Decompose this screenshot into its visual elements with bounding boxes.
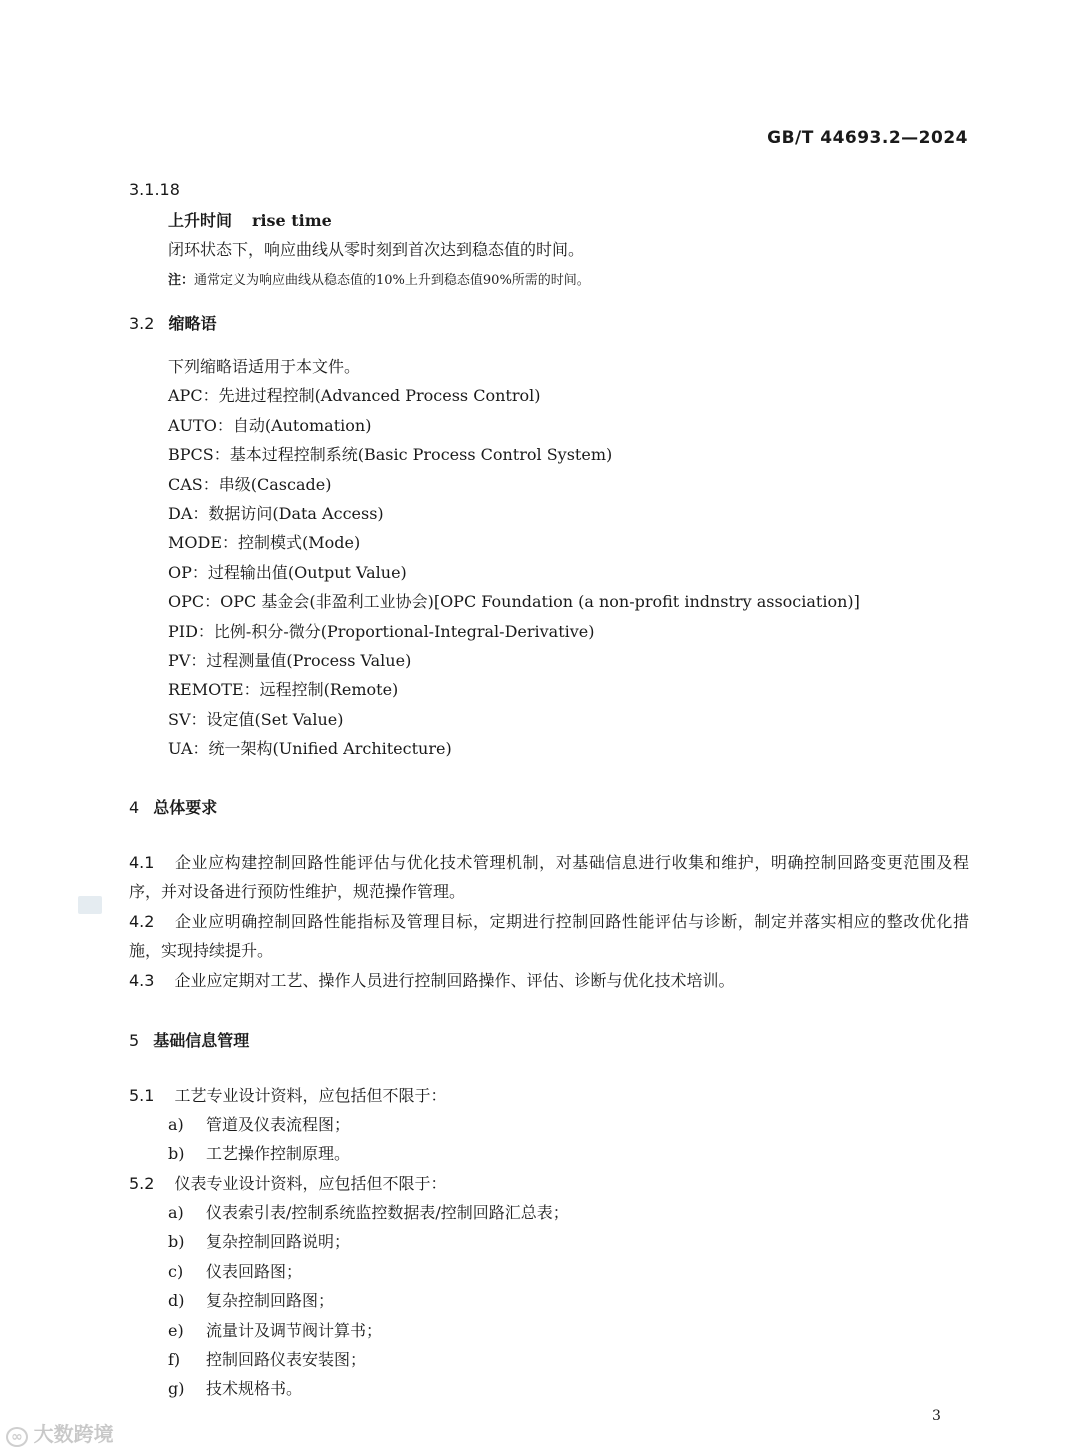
clause-text: 企业应构建控制回路性能评估与优化技术管理机制，对基础信息进行收集和维护，明确控制回路变更范围及程序，并对设备进行预防性维护，规范操作管理。 — [129, 853, 969, 902]
watermark-logo-icon: ∞ — [6, 1427, 28, 1447]
standard-number: GB/T 44693.2—2024 — [767, 128, 968, 148]
list-marker: g) — [168, 1379, 185, 1399]
list-item: DA：数据访问(Data Access) — [168, 504, 384, 524]
list-item — [168, 1345, 569, 1374]
term-note — [168, 269, 590, 288]
list-item: PV：过程测量值(Process Value) — [168, 651, 412, 671]
list-marker: b) — [168, 1232, 185, 1252]
section-heading-4 — [129, 795, 217, 818]
footer-watermark — [6, 1418, 114, 1447]
clause-number: 4.1 — [129, 853, 155, 872]
list-text: 仪表索引表/控制系统监控数据表/控制回路汇总表； — [206, 1203, 569, 1222]
list-marker: a) — [168, 1203, 184, 1222]
list-item: UA：统一架构(Unified Architecture) — [168, 739, 452, 759]
list-text: 复杂控制回路说明； — [206, 1232, 351, 1252]
note-label: 注： — [168, 273, 195, 288]
list-item: CAS：串级(Cascade) — [168, 474, 332, 494]
clause-5-1 — [129, 1081, 969, 1110]
list-text: 技术规格书。 — [206, 1379, 303, 1399]
section-heading-5 — [129, 1028, 249, 1051]
section-title: 基础信息管理 — [153, 1031, 250, 1050]
list-item: PID：比例-积分-微分(Proportional-Integral-Derivative) — [168, 621, 595, 641]
abbreviation-list — [168, 352, 860, 764]
list-item — [168, 1286, 569, 1315]
list-item — [168, 1139, 350, 1168]
term-number: 3.1.18 — [129, 180, 180, 199]
page-number: 3 — [932, 1408, 941, 1424]
clause-5-2 — [129, 1169, 969, 1198]
term-title-cn: 上升时间 — [168, 211, 233, 230]
list-text: 管道及仪表流程图； — [206, 1115, 351, 1134]
list-item: SV：设定值(Set Value) — [168, 709, 344, 729]
list-item: AUTO：自动(Automation) — [168, 415, 372, 435]
list-text: 工艺操作控制原理。 — [206, 1144, 351, 1164]
section-number: 5 — [129, 1031, 140, 1050]
abbreviation-intro: 下列缩略语适用于本文件。 — [168, 357, 361, 376]
clause-text: 仪表专业设计资料，应包括但不限于： — [174, 1174, 447, 1193]
term-title-en: rise time — [252, 211, 332, 230]
list-item: REMOTE：远程控制(Remote) — [168, 680, 399, 700]
list-marker: a) — [168, 1115, 184, 1134]
list-text: 仪表回路图； — [206, 1261, 303, 1281]
list-marker: e) — [168, 1320, 184, 1340]
clause-text: 企业应明确控制回路性能指标及管理目标，定期进行控制回路性能评估与诊断，制定并落实相应的整改优化措施，实现持续提升。 — [129, 912, 969, 961]
section-number: 4 — [129, 798, 140, 817]
clause-text: 企业应定期对工艺、操作人员进行控制回路操作、评估、诊断与优化技术培训。 — [174, 971, 735, 990]
list-item — [168, 1316, 569, 1345]
list-item — [168, 1257, 569, 1286]
section-title: 总体要求 — [153, 798, 218, 817]
list-item: OPC：OPC 基金会(非盈利工业协会)[OPC Foundation (a non-profit indnstry association)] — [168, 592, 860, 612]
list-item: APC：先进过程控制(Advanced Process Control) — [168, 386, 541, 406]
list-item — [168, 1198, 569, 1227]
list-item: BPCS：基本过程控制系统(Basic Process Control System) — [168, 445, 613, 465]
list-text: 控制回路仪表安装图； — [206, 1350, 367, 1370]
clause-number: 4.2 — [129, 912, 155, 931]
clause-text: 工艺专业设计资料，应包括但不限于： — [174, 1086, 447, 1105]
clause-4-2 — [129, 907, 969, 966]
list-marker: b) — [168, 1144, 185, 1164]
list-item: MODE：控制模式(Mode) — [168, 533, 361, 553]
list-marker: c) — [168, 1261, 184, 1281]
term-definition: 闭环状态下，响应曲线从零时刻到首次达到稳态值的时间。 — [168, 240, 585, 259]
term-title — [168, 208, 332, 231]
clause-4-3 — [129, 966, 969, 995]
watermark-text: 大数跨境 — [33, 1422, 114, 1446]
list-item — [168, 1374, 569, 1403]
clause-4-1 — [129, 848, 969, 907]
clause-number: 4.3 — [129, 971, 155, 990]
list-text: 复杂控制回路图； — [206, 1291, 335, 1311]
list-marker: d) — [168, 1291, 185, 1311]
note-text: 通常定义为响应曲线从稳态值的10%上升到稳态值90%所需的时间。 — [194, 273, 590, 288]
section-title: 缩略语 — [168, 314, 217, 333]
section-heading-3-2 — [129, 311, 216, 334]
section-number: 3.2 — [129, 314, 155, 333]
list-item — [168, 1227, 569, 1256]
margin-watermark-logo — [78, 896, 102, 914]
clause-number: 5.2 — [129, 1174, 155, 1193]
clause-5-2-list — [168, 1198, 569, 1404]
list-text: 流量计及调节阀计算书； — [206, 1320, 383, 1340]
clause-5-1-list — [168, 1110, 350, 1169]
list-marker: f) — [168, 1350, 181, 1370]
clause-number: 5.1 — [129, 1086, 155, 1105]
list-item — [168, 1110, 350, 1139]
list-item: OP：过程输出值(Output Value) — [168, 562, 407, 582]
